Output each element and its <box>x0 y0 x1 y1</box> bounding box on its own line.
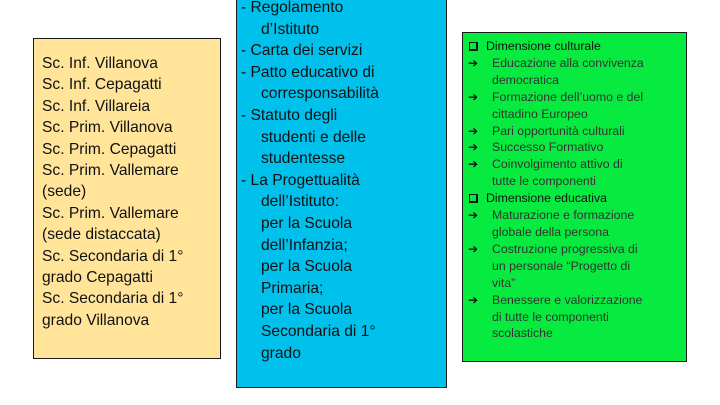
document-subitem: dell’Infanzia; <box>261 236 348 254</box>
item-text: Educazione alla convivenza <box>492 55 644 70</box>
right-arrow-icon: ➔ <box>468 208 479 223</box>
document-item: - Statuto degli <box>241 106 338 124</box>
document-subitem: grado <box>261 344 301 362</box>
document-subitem: per la Scuola <box>261 301 353 319</box>
section-title: Dimensione educativa <box>486 191 607 206</box>
document-item: - La Progettualità <box>241 171 360 189</box>
square-checkbox-icon <box>469 194 478 203</box>
dimension-item <box>467 207 686 241</box>
document-subitem: per la Scuola <box>261 214 353 232</box>
dimension-item <box>467 241 686 292</box>
right-arrow-icon: ➔ <box>468 55 479 70</box>
item-text: Pari opportunità culturali <box>492 123 625 138</box>
document-item: - Regolamento <box>241 0 344 16</box>
section-header-educational <box>467 190 686 207</box>
document-item-continued: d’Istituto <box>261 20 320 38</box>
school-line: (sede distaccata) <box>42 226 161 244</box>
right-arrow-icon: ➔ <box>468 157 479 172</box>
item-text: vita” <box>492 275 516 290</box>
document-subitem: Primaria; <box>261 279 324 297</box>
item-text: di tutte le componenti <box>492 309 609 324</box>
document-item-continued: corresponsabilità <box>261 85 379 103</box>
document-item-continued: studenti e delle <box>261 128 366 146</box>
item-text: Successo Formativo <box>492 140 604 155</box>
right-arrow-icon: ➔ <box>468 140 479 155</box>
dimensions-panel <box>462 32 687 362</box>
school-line: grado Cepagatti <box>42 269 153 287</box>
document-subitem: per la Scuola <box>261 258 353 276</box>
dimension-item <box>467 55 686 89</box>
document-item: - Carta dei servizi <box>241 42 363 60</box>
school-line: Sc. Inf. Villareia <box>42 97 151 115</box>
dimension-item <box>467 89 686 123</box>
right-arrow-icon: ➔ <box>468 89 479 104</box>
documents-panel <box>236 0 447 388</box>
item-text: cittadino Europeo <box>492 106 588 121</box>
item-text: Benessere e valorizzazione <box>492 292 643 307</box>
item-text: scolastiche <box>492 326 553 341</box>
item-text: tutte le componenti <box>492 174 596 189</box>
school-line: Sc. Prim. Vallemare <box>42 162 179 180</box>
document-subitem: Secondaria di 1° <box>261 322 376 340</box>
school-line: Sc. Inf. Cepagatti <box>42 76 162 94</box>
school-line: Sc. Secondaria di 1° <box>42 247 184 265</box>
square-checkbox-icon <box>469 42 478 51</box>
schools-panel <box>33 38 221 359</box>
school-line: Sc. Inf. Villanova <box>42 55 158 72</box>
item-text: Maturazione e formazione <box>492 208 635 223</box>
item-text: democratica <box>492 72 559 87</box>
school-line: grado Villanova <box>42 311 150 329</box>
school-line: (sede) <box>42 183 87 201</box>
item-text: Formazione dell’uomo e del <box>492 89 644 104</box>
section-title: Dimensione culturale <box>486 39 601 53</box>
document-item-continued: studentesse <box>261 150 346 168</box>
document-item-continued: dell’Istituto: <box>261 193 340 211</box>
school-line: Sc. Prim. Vallemare <box>42 204 179 222</box>
dimension-item <box>467 156 686 190</box>
school-line: Sc. Prim. Cepagatti <box>42 140 177 158</box>
right-arrow-icon: ➔ <box>468 123 479 138</box>
item-text: globale della persona <box>492 224 609 239</box>
dimension-item <box>467 123 686 140</box>
school-line: Sc. Prim. Villanova <box>42 119 173 137</box>
school-line: Sc. Secondaria di 1° <box>42 290 184 308</box>
item-text: un personale “Progetto di <box>492 258 631 273</box>
document-item: - Patto educativo di <box>241 63 375 81</box>
right-arrow-icon: ➔ <box>468 241 479 256</box>
item-text: Coinvolgimento attivo di <box>492 157 623 172</box>
section-header-cultural <box>467 38 686 55</box>
right-arrow-icon: ➔ <box>468 292 479 307</box>
item-text: Costruzione progressiva di <box>492 241 638 256</box>
dimension-item <box>467 292 686 343</box>
dimension-item <box>467 139 686 156</box>
